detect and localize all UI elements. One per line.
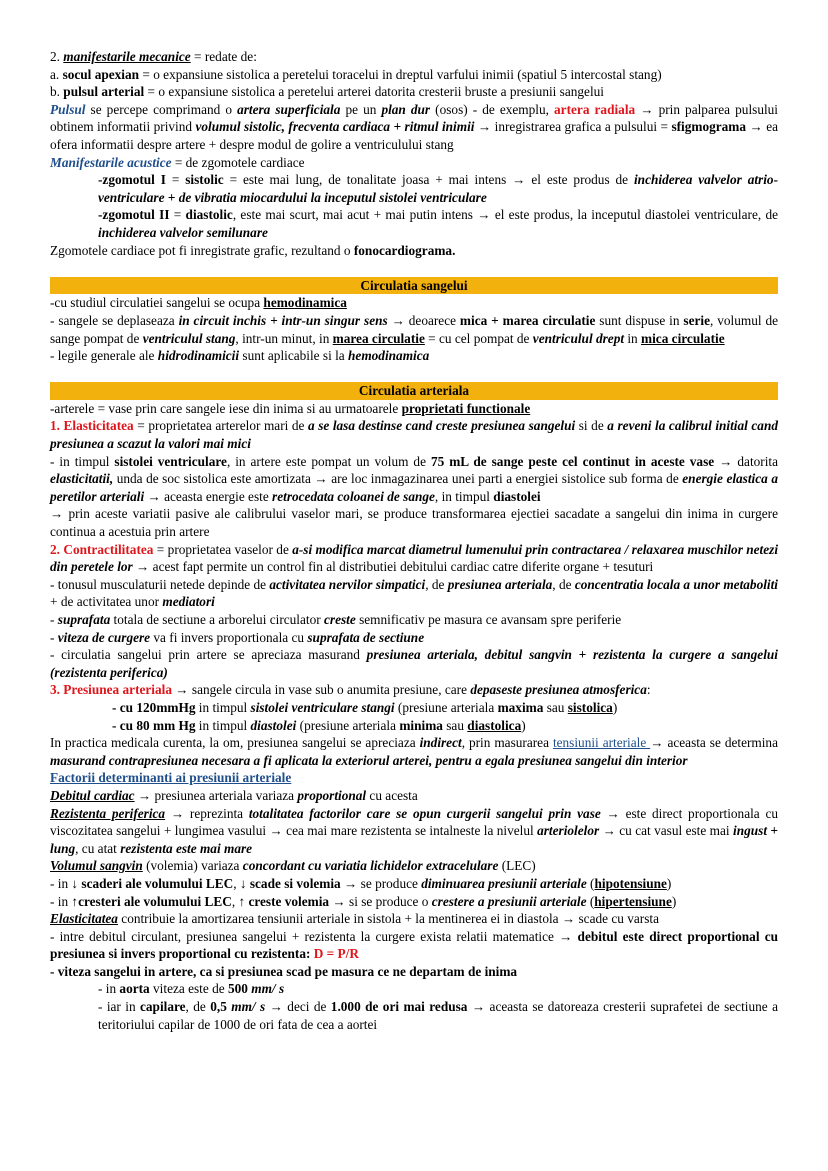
text: - sangele se deplaseaza (50, 312, 179, 328)
para-debit-relatie (50, 928, 778, 963)
term: diastolei (250, 717, 297, 733)
term: debitul este direct proportional cu presiunea si invers proportional cu rezistenta: (50, 928, 778, 962)
term: sistolica (567, 699, 613, 715)
text: - tonusul musculaturii netede depinde de (50, 576, 270, 592)
term: 500 (227, 981, 252, 997)
term: hipertensiune (594, 893, 672, 909)
term: 3. Presiunea arteriala (50, 682, 172, 698)
term: sfigmograma (671, 119, 747, 135)
term: volumul sistolic, frecventa cardiaca + ritmul inimii (195, 119, 475, 135)
text: , de (552, 576, 575, 592)
term: plan dur (381, 101, 431, 117)
term: 1. Elasticitatea (50, 418, 134, 434)
text: (LEC) (498, 858, 536, 874)
term: ingust + lung (50, 823, 778, 856)
text: - (50, 612, 58, 627)
term: mm/ s (231, 999, 266, 1015)
term: -zgomotul I (98, 172, 166, 188)
text: ( (586, 893, 595, 909)
term: marea circulatie (332, 330, 425, 346)
text: (presiune arteriala (394, 699, 498, 715)
term: manifestarile mecanice (63, 49, 191, 64)
text: - legile generale ale (50, 348, 158, 364)
term: concentratia locala a unor metaboliti (574, 576, 778, 592)
term: 0,5 (210, 999, 232, 1015)
text: → reprezinta (165, 805, 249, 821)
text: Zgomotele cardiace pot fi inregistrate grafic, rezultand o (50, 242, 354, 258)
text: = o expansiune sistolica a peretelui arterei datorita cresterii bruste a presiunii sangelui (144, 84, 604, 100)
text: ( (586, 875, 595, 891)
text: → aceasta se datoreaza cresterii suprafetei de sectiune a teritoriului capilar de 1000 de ori fata de cea a aortei (98, 999, 778, 1032)
term: proportional (297, 787, 367, 803)
text: = de zgomotele cardiace (171, 154, 305, 170)
subheading-factorii-determinanti[interactable]: Factorii determinanti ai presiunii arteriale (50, 770, 292, 786)
text: pe un (340, 101, 382, 117)
term: a-si modifica marcat diametrul lumenului prin contractarea / relaxarea muschilor netezi din peretele lor (50, 541, 779, 575)
text: -arterele = vase prin care sangele iese din inima si au urmatoarele (50, 400, 402, 416)
term: 2. Contractilitatea (50, 541, 154, 557)
text: → se produce (340, 875, 422, 891)
text: se percepe comprimand o (85, 101, 238, 117)
term: depaseste presiunea atmosferica (470, 682, 647, 698)
text: → aceasta energie este (144, 488, 273, 504)
term: diastolic (185, 207, 233, 223)
text: , volumul de sange pompat de (50, 312, 778, 346)
text: sunt dispuse in (595, 312, 684, 328)
text: (presiune arteriala (296, 717, 400, 733)
text: → cu cat vasul este mai (599, 823, 734, 839)
term: socul apexian (62, 66, 140, 82)
tensiune-arteriala-link[interactable]: tensiunii arteriale (552, 735, 651, 751)
line-presiunea-arteriala (50, 681, 778, 699)
text: , prin masurarea (461, 735, 553, 751)
text: → acest fapt permite un control fin al distributiei debitului cardiac catre diferite organe + tesuturi (132, 559, 654, 575)
term: creste (324, 612, 356, 627)
para-circuit-inchis (50, 312, 778, 347)
text: → deoarece (387, 312, 460, 328)
text: in (624, 330, 642, 346)
text: viteza este de (149, 981, 228, 997)
term: indirect (419, 735, 462, 751)
term: Rezistenta periferica (50, 805, 166, 821)
term: Manifestarile acustice (50, 154, 172, 170)
text: = proprietatea arterelor mari de (133, 418, 308, 434)
text: , in timpul (434, 488, 494, 504)
term: scaderi ale volumului LEC (81, 875, 234, 891)
para-sistola-ventriculara (50, 453, 778, 506)
line-120mmhg (50, 699, 778, 717)
term: -zgomotul II (98, 207, 170, 223)
line-viteza-curgere (50, 629, 778, 647)
text: - (50, 629, 58, 645)
term: retrocedata coloanei de sange (272, 488, 435, 504)
term: proprietati functionale (401, 400, 531, 416)
term: Debitul cardiac (50, 787, 135, 803)
term: masurand contrapresiunea necesara a fi aplicata la exteriorul arterei, pentru a egala presiunea sangelui din interior (50, 752, 688, 768)
term: rezistenta este mai mare (120, 840, 253, 856)
line-legile-hidrodinamicii (50, 347, 778, 365)
term: viteza de curgere (57, 629, 151, 645)
text: cu acesta (366, 787, 418, 803)
para-tonusul (50, 576, 778, 611)
line-arterele (50, 400, 778, 418)
line-debitul-cardiac (50, 787, 778, 805)
text: + de activitatea unor (50, 594, 163, 610)
term: aorta (119, 981, 150, 997)
term: 1.000 de ori mai redusa (330, 999, 468, 1015)
text: , de (425, 576, 448, 592)
term: suprafata de sectiune (307, 629, 425, 645)
para-zgomotul-2 (50, 206, 778, 241)
term: hipotensiune (594, 875, 667, 891)
line-hemodinamica (50, 294, 778, 312)
term: sistolic (185, 172, 224, 188)
term: mica circulatie (641, 330, 725, 346)
text: - intre debitul circulant, presiunea sangelui + rezistenta la curgere exista relatii matematice → (50, 928, 578, 944)
text: → presiunea arteriala variaza (134, 787, 298, 803)
term: totalitatea factorilor care se opun curgerii sangelui prin vase (248, 805, 601, 821)
text: (volemia) variaza (142, 858, 243, 874)
line-pulsul-arterial (50, 83, 778, 101)
term: - cu 80 mm Hg (112, 717, 196, 733)
term: inchiderea valvelor semilunare (98, 224, 268, 240)
text: -cu studiul circulatiei sangelui se ocupa (50, 295, 264, 311)
term: sistolei ventriculare (114, 453, 227, 469)
text: 2. (50, 49, 64, 64)
term: mediatori (162, 594, 215, 610)
line-80mmhg (50, 717, 778, 735)
term: arteriolelor (537, 823, 600, 839)
term: elasticitatii, (50, 471, 114, 487)
term: creste volemia (248, 893, 330, 909)
term: mica + marea circulatie (459, 312, 596, 328)
para-variatii-pasive: → prin aceste variatii pasive ale calibrului vaselor mari, se produce transformarea ejectiei sacadate a sangelui din inima in curgere continua a acestuia prin artere (50, 506, 778, 540)
term: ventriculul drept (532, 330, 625, 346)
text: , este mai scurt, mai acut + mai putin intens → el este produs, la inceputul diastolei ventriculare, de (232, 207, 778, 223)
term: hemodinamica (348, 348, 430, 364)
text: → datorita (714, 453, 779, 469)
term: - cu 120mmHg (112, 699, 196, 715)
text: → deci de (265, 999, 331, 1015)
line-scaderi-lec (50, 875, 778, 893)
term: scade si volemia (249, 875, 341, 891)
text: (osos) - de exemplu, (430, 101, 555, 117)
line-suprafata (50, 611, 778, 629)
text: → aceasta se determina (650, 735, 778, 751)
term: suprafata (57, 612, 111, 627)
term: maxima (497, 699, 544, 715)
text: sau (543, 699, 568, 715)
text: , ↑ (231, 893, 249, 909)
text: = proprietatea vaselor de (153, 541, 293, 557)
text: a. (50, 66, 63, 82)
text: → si se produce o (329, 893, 432, 909)
term: presiunea arteriala (447, 576, 553, 592)
line-manifestari-mecanice (50, 48, 778, 66)
term: diastolica (467, 717, 522, 733)
text: : (646, 682, 651, 698)
para-pulsul (50, 101, 778, 154)
term: diastolei (493, 488, 541, 504)
text: = o expansiune sistolica a peretelui toracelui in dreptul varfului inimii (spatiul 5 intercostal stang) (139, 66, 662, 82)
text: → ea ofera informatii despre artere + despre modul de golire a ventriculului stang (50, 119, 779, 152)
text: = (165, 172, 186, 188)
text: , de (185, 999, 211, 1015)
term: presiunea arteriala, debitul sangvin + rezistenta la curgere a sangelui (rezistenta periferica) (50, 647, 778, 680)
para-contractilitatea (50, 541, 778, 576)
text: - circulatia sangelui prin artere se apreciaza masurand (50, 647, 367, 663)
term: serie (683, 312, 710, 328)
text: sunt aplicabile si la (239, 348, 349, 364)
term: capilare (140, 999, 186, 1015)
para-capilare (50, 998, 778, 1033)
term: energie elastica a peretilor arteriali (50, 471, 778, 504)
line-viteza-sangelui: - viteza sangelui in artere, ca si presiunea scad pe masura ce ne departam de inima (50, 963, 518, 979)
text: va fi invers proportionala cu (150, 629, 308, 645)
document-page (50, 48, 778, 1033)
text: ) (521, 717, 526, 733)
line-elasticitatea (50, 910, 778, 928)
text: = (169, 207, 186, 223)
text: - in timpul (50, 453, 115, 469)
text: in timpul (195, 717, 251, 733)
term: a se lasa destinse cand creste presiunea sangelui (307, 418, 576, 434)
term: minima (399, 717, 443, 733)
text: = este mai lung, de tonalitate joasa + mai intens → el este produs de (223, 172, 634, 188)
para-circulatia-prin-artere (50, 646, 778, 681)
text: b. (50, 84, 64, 100)
term: activitatea nervilor simpatici (269, 576, 426, 592)
term: artera superficiala (237, 101, 341, 117)
text: - iar in (98, 999, 140, 1015)
text: semnificativ pe masura ce avansam spre periferie (355, 612, 622, 627)
section-header-circulatia-sangelui: Circulatia sangelui (50, 277, 778, 295)
text: In practica medicala curenta, la om, presiunea sangelui se apreciaza (50, 735, 420, 751)
term: Pulsul (50, 101, 86, 117)
text: → sangele circula in vase sub o anumita presiune, care (171, 682, 471, 698)
term: artera radiala (554, 101, 636, 117)
text: unda de soc sistolica este amortizata → are loc inmagazinarea unei parti a energiei sistolice sub forma de (113, 471, 683, 487)
line-volumul-sangvin (50, 857, 778, 875)
term: fonocardiograma. (353, 242, 456, 258)
para-elasticitatea (50, 417, 778, 452)
term: hidrodinamicii (157, 348, 240, 364)
formula: D = P/R (313, 946, 359, 962)
term: 75 mL de sange peste cel continut in aceste vase (430, 453, 715, 469)
text: in timpul (195, 699, 251, 715)
term: hemodinamica (263, 295, 347, 311)
section-header-circulatia-arteriala: Circulatia arteriala (50, 382, 778, 400)
term: inchiderea valvelor atrio-ventriculare + de vibratia miocardului la inceputul sistolei ventriculare (98, 172, 778, 205)
term: cresteri ale volumului LEC (78, 893, 232, 909)
term: in circuit inchis + intr-un singur sens (178, 312, 388, 328)
text: → inregistrarea grafica a pulsului = (474, 119, 672, 135)
para-zgomotul-1 (50, 171, 778, 206)
para-rezistenta-periferica (50, 805, 778, 858)
line-cresteri-lec (50, 893, 778, 911)
text: si de (575, 418, 608, 434)
term: a reveni la calibrul initial cand presiunea a scazut la valori mai mici (50, 418, 778, 452)
term: Elasticitatea (50, 911, 118, 927)
text: - in ↑ (50, 893, 79, 909)
text: ) (666, 875, 672, 891)
text: , ↓ (233, 875, 250, 891)
term: Volumul sangvin (50, 858, 143, 874)
term: sistolei ventriculare stangi (250, 699, 395, 715)
line-socul-apexian (50, 66, 778, 84)
text: , in artere este pompat un volum de (226, 453, 431, 469)
text: = cu cel pompat de (424, 330, 533, 346)
para-practica-medicala (50, 734, 778, 769)
text: sau (442, 717, 468, 733)
text: → este direct proportionala cu viscozitatea sangelui + lungimea vasului → cea mai mare rezistenta se intalneste la nivelul (50, 805, 779, 839)
text: , intr-un minut, in (235, 330, 333, 346)
text: - in ↓ (50, 875, 82, 891)
line-manifestari-acustice (50, 154, 778, 172)
text: → prin palparea pulsului obtinem informatii privind (50, 101, 779, 135)
line-fonocardiograma (50, 242, 778, 260)
text: - in (98, 981, 120, 997)
term: concordant cu variatia lichidelor extracelulare (242, 858, 499, 874)
term: pulsul arterial (63, 84, 145, 100)
text: , cu atat (75, 840, 121, 856)
text: totala de sectiune a arborelui circulator (110, 612, 324, 627)
text: = redate de: (190, 49, 257, 64)
text: ) (671, 893, 677, 909)
line-aorta (50, 980, 778, 998)
term: mm/ s (251, 981, 285, 997)
text: ) (612, 699, 618, 715)
term: crestere a presiunii arteriale (431, 893, 587, 909)
term: ventriculul stang (142, 330, 236, 346)
text: contribuie la amortizarea tensiunii arteriale in sistola + la mentinerea ei in diastola → scade cu varsta (117, 911, 659, 927)
term: diminuarea presiunii arteriale (421, 875, 587, 891)
